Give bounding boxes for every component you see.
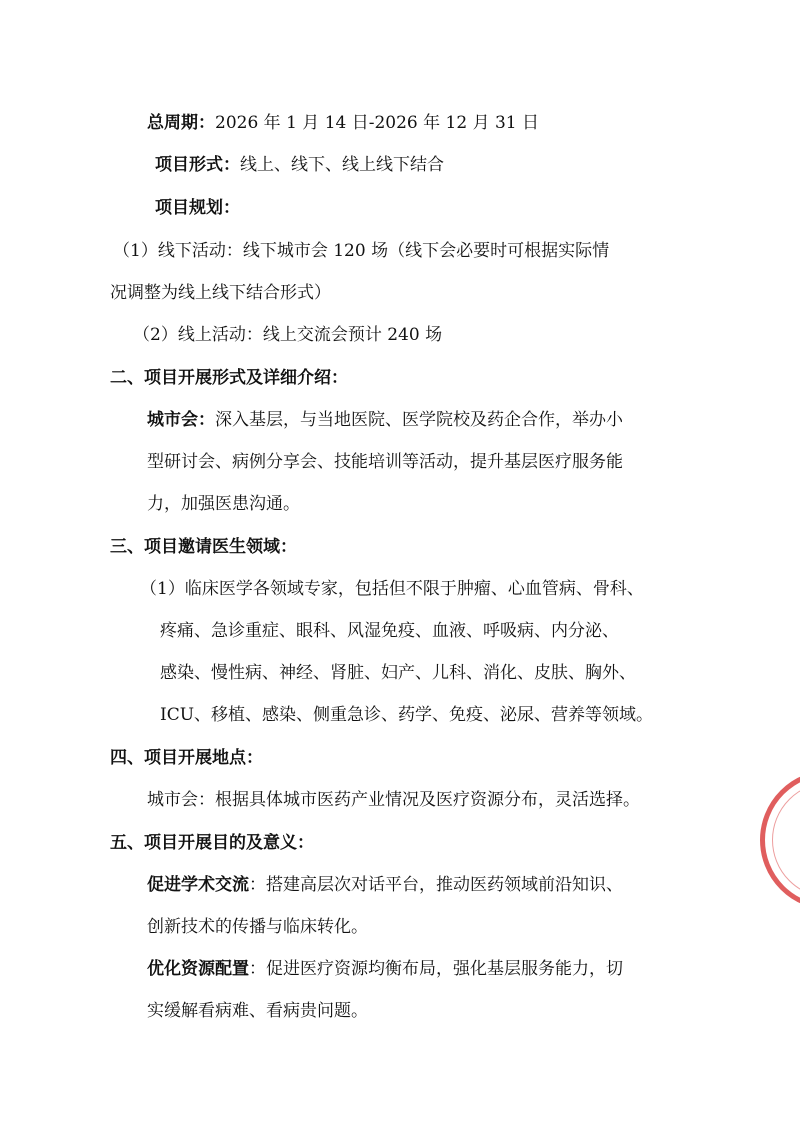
section5-p2-line1 bbox=[0, 956, 800, 982]
section3-line4: ICU、移植、感染、侧重急诊、药学、免疫、泌尿、营养等领域。 bbox=[160, 705, 654, 725]
section5-p2-label: 优化资源配置 bbox=[147, 959, 249, 979]
section4-line1: 城市会：根据具体城市医药产业情况及医疗资源分布，灵活选择。 bbox=[147, 790, 640, 810]
section2-line3: 力，加强医患沟通。 bbox=[147, 494, 300, 514]
section3-line2: 疼痛、急诊重症、眼科、风湿免疫、血液、呼吸病、内分泌、 bbox=[160, 621, 619, 641]
plan-item1-line1: （1）线下活动：线下城市会 120 场（线下会必要时可根据实际情 bbox=[113, 241, 610, 261]
section4-heading: 四、项目开展地点： bbox=[110, 748, 263, 768]
cycle-value: 2026 年 1 月 14 日-2026 年 12 月 31 日 bbox=[215, 113, 540, 133]
section5-p2-line2: 实缓解看病难、看病贵问题。 bbox=[147, 1001, 368, 1021]
section2-line1 bbox=[0, 407, 800, 433]
section5-p1-line1 bbox=[0, 872, 800, 898]
section2-heading: 二、项目开展形式及详细介绍： bbox=[110, 368, 348, 388]
section3-line3: 感染、慢性病、神经、肾脏、妇产、儿科、消化、皮肤、胸外、 bbox=[160, 663, 636, 683]
plan-label: 项目规划： bbox=[155, 198, 240, 218]
section5-p1-line2: 创新技术的传播与临床转化。 bbox=[147, 917, 368, 937]
form-line bbox=[0, 152, 800, 178]
section3-heading: 三、项目邀请医生领域： bbox=[110, 537, 297, 557]
section5-p2-text: ：促进医疗资源均衡布局，强化基层服务能力，切 bbox=[249, 959, 623, 979]
form-value: 线上、线下、线上线下结合 bbox=[240, 155, 444, 175]
form-label: 项目形式： bbox=[155, 155, 240, 175]
plan-item1-line2: 况调整为线上线下结合形式） bbox=[110, 283, 331, 303]
section5-heading: 五、项目开展目的及意义： bbox=[110, 833, 314, 853]
section2-line2: 型研讨会、病例分享会、技能培训等活动，提升基层医疗服务能 bbox=[147, 452, 623, 472]
cycle-label: 总周期： bbox=[147, 113, 215, 133]
section3-line1: （1）临床医学各领域专家，包括但不限于肿瘤、心血管病、骨科、 bbox=[140, 579, 644, 599]
cycle-line bbox=[0, 110, 800, 136]
plan-item2: （2）线上活动：线上交流会预计 240 场 bbox=[133, 325, 443, 345]
section5-p1-label: 促进学术交流 bbox=[147, 875, 249, 895]
section5-p1-text: ：搭建高层次对话平台，推动医药领域前沿知识、 bbox=[249, 875, 623, 895]
section2-line1-text: 深入基层，与当地医院、医学院校及药企合作，举办小 bbox=[215, 410, 623, 430]
section2-label: 城市会： bbox=[147, 410, 215, 430]
